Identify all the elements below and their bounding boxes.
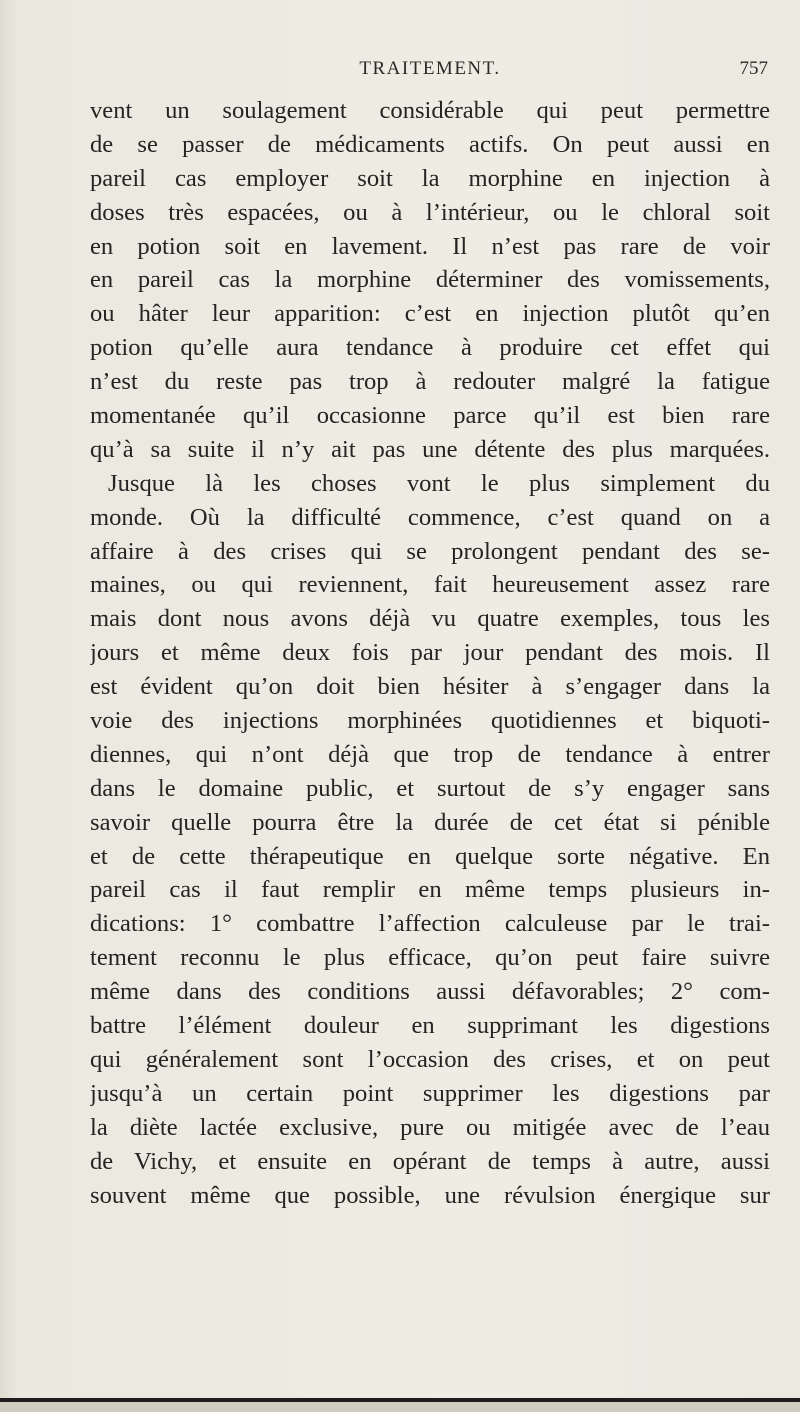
text-line: mais dont nous avons déjà vu quatre exemples, tous les xyxy=(90,605,770,633)
text-line: doses très espacées, ou à l’intérieur, ou le chloral soit xyxy=(90,198,770,226)
text-line: jusqu’à un certain point supprimer les digestions par xyxy=(90,1079,770,1107)
text-line: tement reconnu le plus efficace, qu’on peut faire suivre xyxy=(90,944,770,972)
text-line: qui généralement sont l’occasion des crises, et on peut xyxy=(90,1045,770,1073)
body-text xyxy=(90,94,770,1212)
text-line: potion qu’elle aura tendance à produire cet effet qui xyxy=(90,334,770,362)
text-line: est évident qu’on doit bien hésiter à s’engager dans la xyxy=(90,673,770,701)
text-line: diennes, qui n’ont déjà que trop de tendance à entrer xyxy=(90,740,770,768)
text-line: monde. Où la difficulté commence, c’est quand on a xyxy=(90,503,770,531)
text-line: souvent même que possible, une révulsion énergique sur xyxy=(90,1181,770,1209)
text-line: en potion soit en lavement. Il n’est pas rare de voir xyxy=(90,232,770,260)
running-title: TRAITEMENT. xyxy=(359,58,501,79)
running-head xyxy=(90,58,770,86)
text-line: qu’à sa suite il n’y ait pas une détente des plus marquées. xyxy=(90,435,770,463)
text-line: savoir quelle pourra être la durée de cet état si pénible xyxy=(90,808,770,836)
text-line: et de cette thérapeutique en quelque sorte négative. En xyxy=(90,842,770,870)
text-line: en pareil cas la morphine déterminer des vomissements, xyxy=(90,266,770,294)
text-line: battre l’élément douleur en supprimant les digestions xyxy=(90,1012,770,1040)
text-line: vent un soulagement considérable qui peut permettre xyxy=(90,97,770,124)
text-line: voie des injections morphinées quotidiennes et biquoti- xyxy=(90,707,770,735)
text-line: dications: 1° combattre l’affection calculeuse par le trai- xyxy=(90,910,770,938)
text-line: même dans des conditions aussi défavorables; 2° com- xyxy=(90,978,770,1006)
page-number: 757 xyxy=(739,58,768,79)
text-line: jours et même deux fois par jour pendant des mois. Il xyxy=(90,639,770,667)
text-line: n’est du reste pas trop à redouter malgré la fatigue xyxy=(90,368,770,396)
text-line: la diète lactée exclusive, pure ou mitigée avec de l’eau xyxy=(90,1113,770,1141)
text-line: pareil cas employer soit la morphine en injection à xyxy=(90,164,770,192)
text-line: ou hâter leur apparition: c’est en injection plutôt qu’en xyxy=(90,300,770,328)
text-line: de se passer de médicaments actifs. On peut aussi en xyxy=(90,130,770,158)
text-line: dans le domaine public, et surtout de s’y engager sans xyxy=(90,774,770,802)
text-line: maines, ou qui reviennent, fait heureusement assez rare xyxy=(90,571,770,599)
text-line: affaire à des crises qui se prolongent pendant des se- xyxy=(90,537,770,565)
text-line: momentanée qu’il occasionne parce qu’il est bien rare xyxy=(90,402,770,430)
scan-margin xyxy=(0,1402,800,1412)
text-line: Jusque là les choses vont le plus simplement du xyxy=(108,469,770,497)
text-line: pareil cas il faut remplir en même temps plusieurs in- xyxy=(90,876,770,904)
text-line: de Vichy, et ensuite en opérant de temps à autre, aussi xyxy=(90,1147,770,1175)
